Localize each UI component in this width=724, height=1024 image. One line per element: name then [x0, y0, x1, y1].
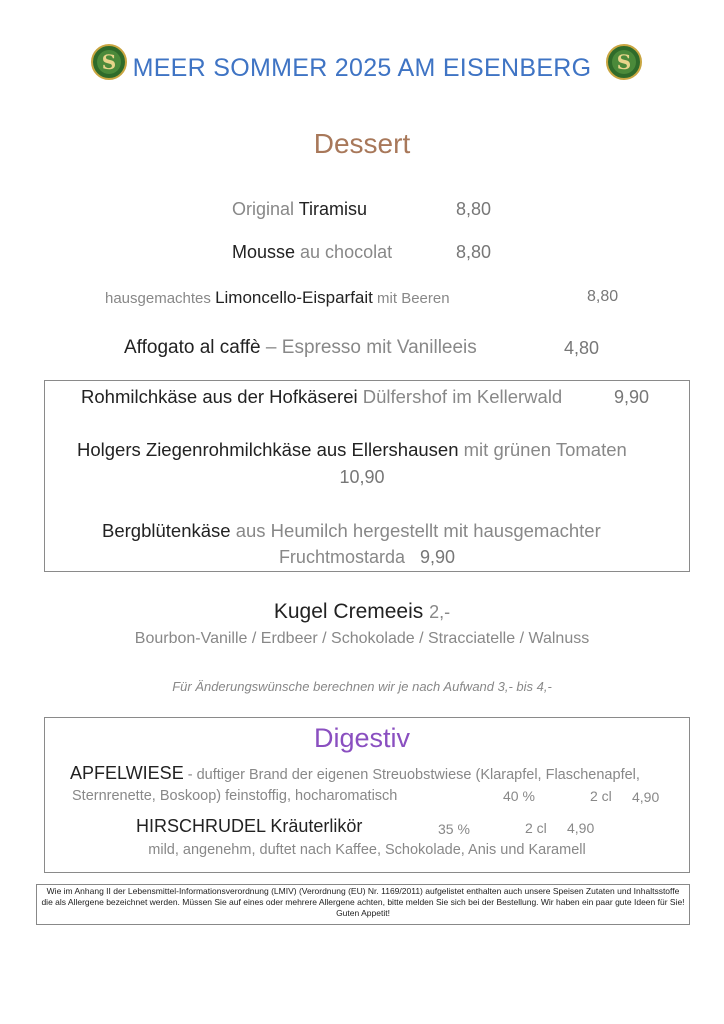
dessert-item-tiramisu: Original Tiramisu [232, 199, 368, 219]
digestiv-item-hirschrudel: HIRSCHRUDEL Kräuterlikör [136, 816, 363, 836]
change-note: Für Änderungswünsche berechnen wir je nach Aufwand 3,- bis 4,- [172, 679, 552, 694]
cheese-item-bergblueten: Bergblütenkäse aus Heumilch hergestellt mit hausgemachter [102, 520, 601, 541]
kugel-title: Kugel Cremeeis 2,- [273, 600, 451, 623]
digestiv-item-hirschrudel-desc: mild, angenehm, duftet nach Kaffee, Schokolade, Anis und Karamell [148, 842, 586, 858]
page-title: MEER SOMMER 2025 AM EISENBERG [132, 54, 592, 82]
header [0, 40, 724, 90]
digestiv-abv-apfelwiese: 40 % [503, 788, 535, 804]
dessert-price-limoncello: 8,80 [587, 288, 619, 305]
dessert-price-mousse: 8,80 [456, 242, 492, 262]
cheese-price-ziegen: 10,90 [339, 467, 385, 487]
logo-right-icon [606, 44, 642, 80]
digestiv-item-apfelwiese-desc: Sternrenette, Boskoop) feinstoffig, hocharomatisch [72, 788, 398, 804]
digestiv-abv-hirschrudel: 35 % [438, 821, 470, 837]
dessert-item-affogato: Affogato al caffè – Espresso mit Vanilleeis [124, 337, 477, 358]
digestiv-item-apfelwiese: APFELWIESE - duftiger Brand der eigenen Streuobstwiese (Klarapfel, Flaschenapfel, [70, 763, 640, 783]
cheese-item-bergblueten-cont: Fruchtmostarda 9,90 [278, 547, 456, 567]
dessert-heading: Dessert [313, 128, 411, 159]
dessert-price-affogato: 4,80 [564, 338, 600, 358]
digestiv-size-hirschrudel: 2 cl [525, 820, 547, 836]
svg-text:S: S [616, 50, 632, 74]
cheese-price-rohmilch: 9,90 [614, 387, 650, 407]
allergen-footer: Wie im Anhang II der Lebensmittel-Informationsverordnung (LMIV) (Verordnung (EU) Nr. 1169/2011) aufgelistet enthalten auch unsere Speisen Zutaten und Inhaltsstoffe die als Allergene bezeichnet werden. Müssen Sie auf eines oder mehrere Allergene achten, bitte melden Sie sich bei der Bestellung. Wir haben ein paar gute Ideen für Sie! Guten Appetit! [36, 884, 690, 925]
svg-text:S: S [101, 50, 117, 74]
dessert-item-mousse: Mousse au chocolat [232, 242, 393, 262]
digestiv-price-hirschrudel: 4,90 [567, 820, 595, 836]
cheese-item-rohmilch: Rohmilchkäse aus der Hofkäserei Dülfershof im Kellerwald [81, 386, 563, 407]
digestiv-price-apfelwiese: 4,90 [632, 789, 660, 805]
dessert-price-tiramisu: 8,80 [456, 199, 492, 219]
digestiv-size-apfelwiese: 2 cl [590, 788, 612, 804]
digestiv-heading: Digestiv [313, 723, 411, 753]
dessert-item-limoncello: hausgemachtes Limoncello-Eisparfait mit Beeren [105, 288, 450, 307]
kugel-flavors: Bourbon-Vanille / Erdbeer / Schokolade / Stracciatelle / Walnuss [134, 630, 590, 647]
cheese-item-ziegen: Holgers Ziegenrohmilchkäse aus Ellershausen mit grünen Tomaten [77, 439, 627, 460]
